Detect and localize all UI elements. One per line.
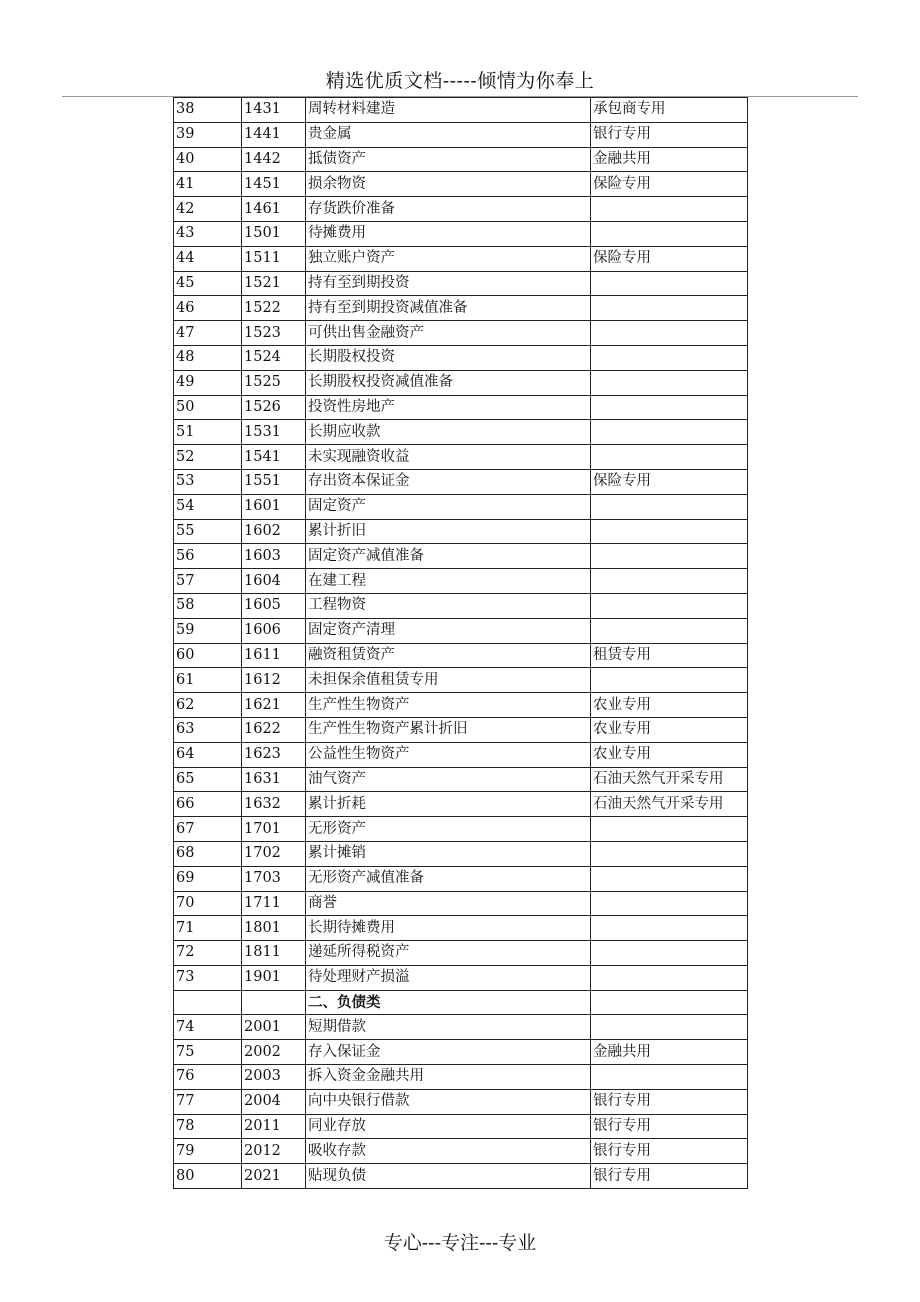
note-cell: 金融共用 <box>591 147 748 172</box>
code-cell: 1623 <box>242 742 306 767</box>
page-header: 精选优质文档-----倾情为你奉上 <box>325 70 595 92</box>
table-row <box>174 98 748 123</box>
note-cell: 银行专用 <box>591 1114 748 1139</box>
note-cell <box>591 891 748 916</box>
account-name-cell: 无形资产 <box>306 817 591 842</box>
note-cell <box>591 296 748 321</box>
table-row <box>174 395 748 420</box>
note-cell <box>591 519 748 544</box>
table-row <box>174 246 748 271</box>
code-cell: 1531 <box>242 420 306 445</box>
table-row <box>174 469 748 494</box>
note-cell <box>591 817 748 842</box>
account-name-cell: 在建工程 <box>306 569 591 594</box>
table-row <box>174 321 748 346</box>
note-cell: 石油天然气开采专用 <box>591 792 748 817</box>
seq-cell: 64 <box>174 742 242 767</box>
note-cell <box>591 1015 748 1040</box>
code-cell: 1525 <box>242 370 306 395</box>
note-cell <box>591 1065 748 1090</box>
note-cell <box>591 866 748 891</box>
account-name-cell: 周转材料建造 <box>306 98 591 123</box>
seq-cell: 45 <box>174 271 242 296</box>
seq-cell: 70 <box>174 891 242 916</box>
seq-cell: 54 <box>174 494 242 519</box>
account-name-cell: 累计折耗 <box>306 792 591 817</box>
seq-cell: 79 <box>174 1139 242 1164</box>
account-name-cell: 向中央银行借款 <box>306 1089 591 1114</box>
note-cell <box>591 916 748 941</box>
section-title: 二、负债类 <box>306 990 591 1015</box>
table-row <box>174 643 748 668</box>
account-name-cell: 投资性房地产 <box>306 395 591 420</box>
code-cell: 1451 <box>242 172 306 197</box>
table-row <box>174 965 748 990</box>
account-name-cell: 未实现融资收益 <box>306 445 591 470</box>
seq-cell: 43 <box>174 221 242 246</box>
code-cell: 1631 <box>242 767 306 792</box>
account-name-cell: 递延所得税资产 <box>306 941 591 966</box>
code-cell <box>242 990 306 1015</box>
code-cell: 1511 <box>242 246 306 271</box>
note-cell: 农业专用 <box>591 742 748 767</box>
seq-cell: 53 <box>174 469 242 494</box>
note-cell: 银行专用 <box>591 1089 748 1114</box>
seq-cell <box>174 990 242 1015</box>
table-row <box>174 569 748 594</box>
note-cell: 保险专用 <box>591 246 748 271</box>
account-name-cell: 长期应收款 <box>306 420 591 445</box>
note-cell <box>591 941 748 966</box>
accounts-table <box>173 97 748 1189</box>
seq-cell: 48 <box>174 345 242 370</box>
table-row <box>174 693 748 718</box>
seq-cell: 51 <box>174 420 242 445</box>
account-name-cell: 固定资产减值准备 <box>306 544 591 569</box>
table-row <box>174 420 748 445</box>
code-cell: 1622 <box>242 717 306 742</box>
account-name-cell: 长期待摊费用 <box>306 916 591 941</box>
code-cell: 2004 <box>242 1089 306 1114</box>
code-cell: 1441 <box>242 122 306 147</box>
table-row <box>174 1114 748 1139</box>
account-name-cell: 油气资产 <box>306 767 591 792</box>
code-cell: 1522 <box>242 296 306 321</box>
table-row <box>174 668 748 693</box>
seq-cell: 69 <box>174 866 242 891</box>
table-row <box>174 197 748 222</box>
table-row <box>174 717 748 742</box>
note-cell <box>591 345 748 370</box>
seq-cell: 42 <box>174 197 242 222</box>
table-row <box>174 345 748 370</box>
code-cell: 1901 <box>242 965 306 990</box>
seq-cell: 68 <box>174 841 242 866</box>
page-footer: 专心---专注---专业 <box>383 1232 537 1254</box>
account-name-cell: 未担保余值租赁专用 <box>306 668 591 693</box>
table-row <box>174 221 748 246</box>
note-cell <box>591 618 748 643</box>
code-cell: 1711 <box>242 891 306 916</box>
seq-cell: 57 <box>174 569 242 594</box>
note-cell <box>591 420 748 445</box>
account-name-cell: 同业存放 <box>306 1114 591 1139</box>
note-cell <box>591 445 748 470</box>
accounts-table-body <box>174 98 748 1189</box>
seq-cell: 67 <box>174 817 242 842</box>
note-cell <box>591 221 748 246</box>
seq-cell: 38 <box>174 98 242 123</box>
seq-cell: 62 <box>174 693 242 718</box>
code-cell: 2003 <box>242 1065 306 1090</box>
table-row <box>174 866 748 891</box>
seq-cell: 59 <box>174 618 242 643</box>
account-name-cell: 存货跌价准备 <box>306 197 591 222</box>
code-cell: 1606 <box>242 618 306 643</box>
seq-cell: 78 <box>174 1114 242 1139</box>
note-cell: 租赁专用 <box>591 643 748 668</box>
table-row <box>174 841 748 866</box>
note-cell: 农业专用 <box>591 693 748 718</box>
seq-cell: 73 <box>174 965 242 990</box>
table-row <box>174 494 748 519</box>
table-row <box>174 445 748 470</box>
table-row <box>174 742 748 767</box>
table-row <box>174 1164 748 1189</box>
table-row <box>174 990 748 1015</box>
code-cell: 1632 <box>242 792 306 817</box>
seq-cell: 49 <box>174 370 242 395</box>
account-name-cell: 生产性生物资产 <box>306 693 591 718</box>
seq-cell: 61 <box>174 668 242 693</box>
account-name-cell: 存入保证金 <box>306 1040 591 1065</box>
code-cell: 1603 <box>242 544 306 569</box>
seq-cell: 55 <box>174 519 242 544</box>
seq-cell: 60 <box>174 643 242 668</box>
seq-cell: 63 <box>174 717 242 742</box>
note-cell <box>591 494 748 519</box>
note-cell <box>591 271 748 296</box>
table-row <box>174 296 748 321</box>
table-row <box>174 1040 748 1065</box>
seq-cell: 41 <box>174 172 242 197</box>
code-cell: 2012 <box>242 1139 306 1164</box>
account-name-cell: 存出资本保证金 <box>306 469 591 494</box>
account-name-cell: 贵金属 <box>306 122 591 147</box>
note-cell <box>591 965 748 990</box>
account-name-cell: 独立账户资产 <box>306 246 591 271</box>
account-name-cell: 固定资产清理 <box>306 618 591 643</box>
account-name-cell: 生产性生物资产累计折旧 <box>306 717 591 742</box>
table-row <box>174 941 748 966</box>
code-cell: 2001 <box>242 1015 306 1040</box>
note-cell <box>591 197 748 222</box>
code-cell: 1541 <box>242 445 306 470</box>
seq-cell: 74 <box>174 1015 242 1040</box>
note-cell <box>591 370 748 395</box>
note-cell: 承包商专用 <box>591 98 748 123</box>
table-row <box>174 618 748 643</box>
account-name-cell: 待摊费用 <box>306 221 591 246</box>
table-row <box>174 122 748 147</box>
seq-cell: 50 <box>174 395 242 420</box>
seq-cell: 40 <box>174 147 242 172</box>
account-name-cell: 持有至到期投资 <box>306 271 591 296</box>
note-cell <box>591 569 748 594</box>
table-row <box>174 767 748 792</box>
note-cell <box>591 668 748 693</box>
note-cell <box>591 841 748 866</box>
seq-cell: 65 <box>174 767 242 792</box>
seq-cell: 75 <box>174 1040 242 1065</box>
table-row <box>174 916 748 941</box>
table-row <box>174 792 748 817</box>
account-name-cell: 累计折旧 <box>306 519 591 544</box>
account-name-cell: 商誉 <box>306 891 591 916</box>
table-row <box>174 147 748 172</box>
seq-cell: 46 <box>174 296 242 321</box>
code-cell: 2002 <box>242 1040 306 1065</box>
code-cell: 1431 <box>242 98 306 123</box>
account-name-cell: 拆入资金金融共用 <box>306 1065 591 1090</box>
code-cell: 1801 <box>242 916 306 941</box>
table-row <box>174 544 748 569</box>
seq-cell: 72 <box>174 941 242 966</box>
note-cell: 保险专用 <box>591 469 748 494</box>
account-name-cell: 工程物资 <box>306 593 591 618</box>
code-cell: 1461 <box>242 197 306 222</box>
code-cell: 1601 <box>242 494 306 519</box>
account-name-cell: 吸收存款 <box>306 1139 591 1164</box>
seq-cell: 66 <box>174 792 242 817</box>
account-name-cell: 待处理财产损溢 <box>306 965 591 990</box>
table-row <box>174 519 748 544</box>
seq-cell: 76 <box>174 1065 242 1090</box>
seq-cell: 77 <box>174 1089 242 1114</box>
table-row <box>174 1139 748 1164</box>
code-cell: 1612 <box>242 668 306 693</box>
seq-cell: 52 <box>174 445 242 470</box>
account-name-cell: 累计摊销 <box>306 841 591 866</box>
seq-cell: 44 <box>174 246 242 271</box>
seq-cell: 71 <box>174 916 242 941</box>
account-name-cell: 固定资产 <box>306 494 591 519</box>
note-cell: 保险专用 <box>591 172 748 197</box>
code-cell: 1526 <box>242 395 306 420</box>
code-cell: 1501 <box>242 221 306 246</box>
note-cell: 银行专用 <box>591 1139 748 1164</box>
account-name-cell: 持有至到期投资减值准备 <box>306 296 591 321</box>
code-cell: 1703 <box>242 866 306 891</box>
seq-cell: 58 <box>174 593 242 618</box>
code-cell: 1442 <box>242 147 306 172</box>
code-cell: 1524 <box>242 345 306 370</box>
note-cell: 石油天然气开采专用 <box>591 767 748 792</box>
table-row <box>174 817 748 842</box>
code-cell: 2021 <box>242 1164 306 1189</box>
code-cell: 1811 <box>242 941 306 966</box>
table-row <box>174 1089 748 1114</box>
account-name-cell: 可供出售金融资产 <box>306 321 591 346</box>
note-cell: 金融共用 <box>591 1040 748 1065</box>
code-cell: 1611 <box>242 643 306 668</box>
account-name-cell: 损余物资 <box>306 172 591 197</box>
account-name-cell: 短期借款 <box>306 1015 591 1040</box>
table-row <box>174 370 748 395</box>
seq-cell: 39 <box>174 122 242 147</box>
note-cell <box>591 544 748 569</box>
code-cell: 1604 <box>242 569 306 594</box>
account-name-cell: 长期股权投资 <box>306 345 591 370</box>
table-row <box>174 1015 748 1040</box>
code-cell: 1702 <box>242 841 306 866</box>
note-cell: 农业专用 <box>591 717 748 742</box>
table-row <box>174 172 748 197</box>
table-row <box>174 1065 748 1090</box>
code-cell: 1521 <box>242 271 306 296</box>
note-cell <box>591 321 748 346</box>
account-name-cell: 无形资产减值准备 <box>306 866 591 891</box>
account-name-cell: 长期股权投资减值准备 <box>306 370 591 395</box>
account-name-cell: 贴现负债 <box>306 1164 591 1189</box>
table-row <box>174 891 748 916</box>
code-cell: 1602 <box>242 519 306 544</box>
code-cell: 2011 <box>242 1114 306 1139</box>
table-row <box>174 271 748 296</box>
note-cell <box>591 593 748 618</box>
code-cell: 1523 <box>242 321 306 346</box>
note-cell: 银行专用 <box>591 1164 748 1189</box>
code-cell: 1701 <box>242 817 306 842</box>
account-name-cell: 抵债资产 <box>306 147 591 172</box>
seq-cell: 56 <box>174 544 242 569</box>
note-cell: 银行专用 <box>591 122 748 147</box>
account-name-cell: 融资租赁资产 <box>306 643 591 668</box>
code-cell: 1605 <box>242 593 306 618</box>
table-row <box>174 593 748 618</box>
code-cell: 1621 <box>242 693 306 718</box>
note-cell <box>591 990 748 1015</box>
seq-cell: 47 <box>174 321 242 346</box>
code-cell: 1551 <box>242 469 306 494</box>
note-cell <box>591 395 748 420</box>
account-name-cell: 公益性生物资产 <box>306 742 591 767</box>
seq-cell: 80 <box>174 1164 242 1189</box>
